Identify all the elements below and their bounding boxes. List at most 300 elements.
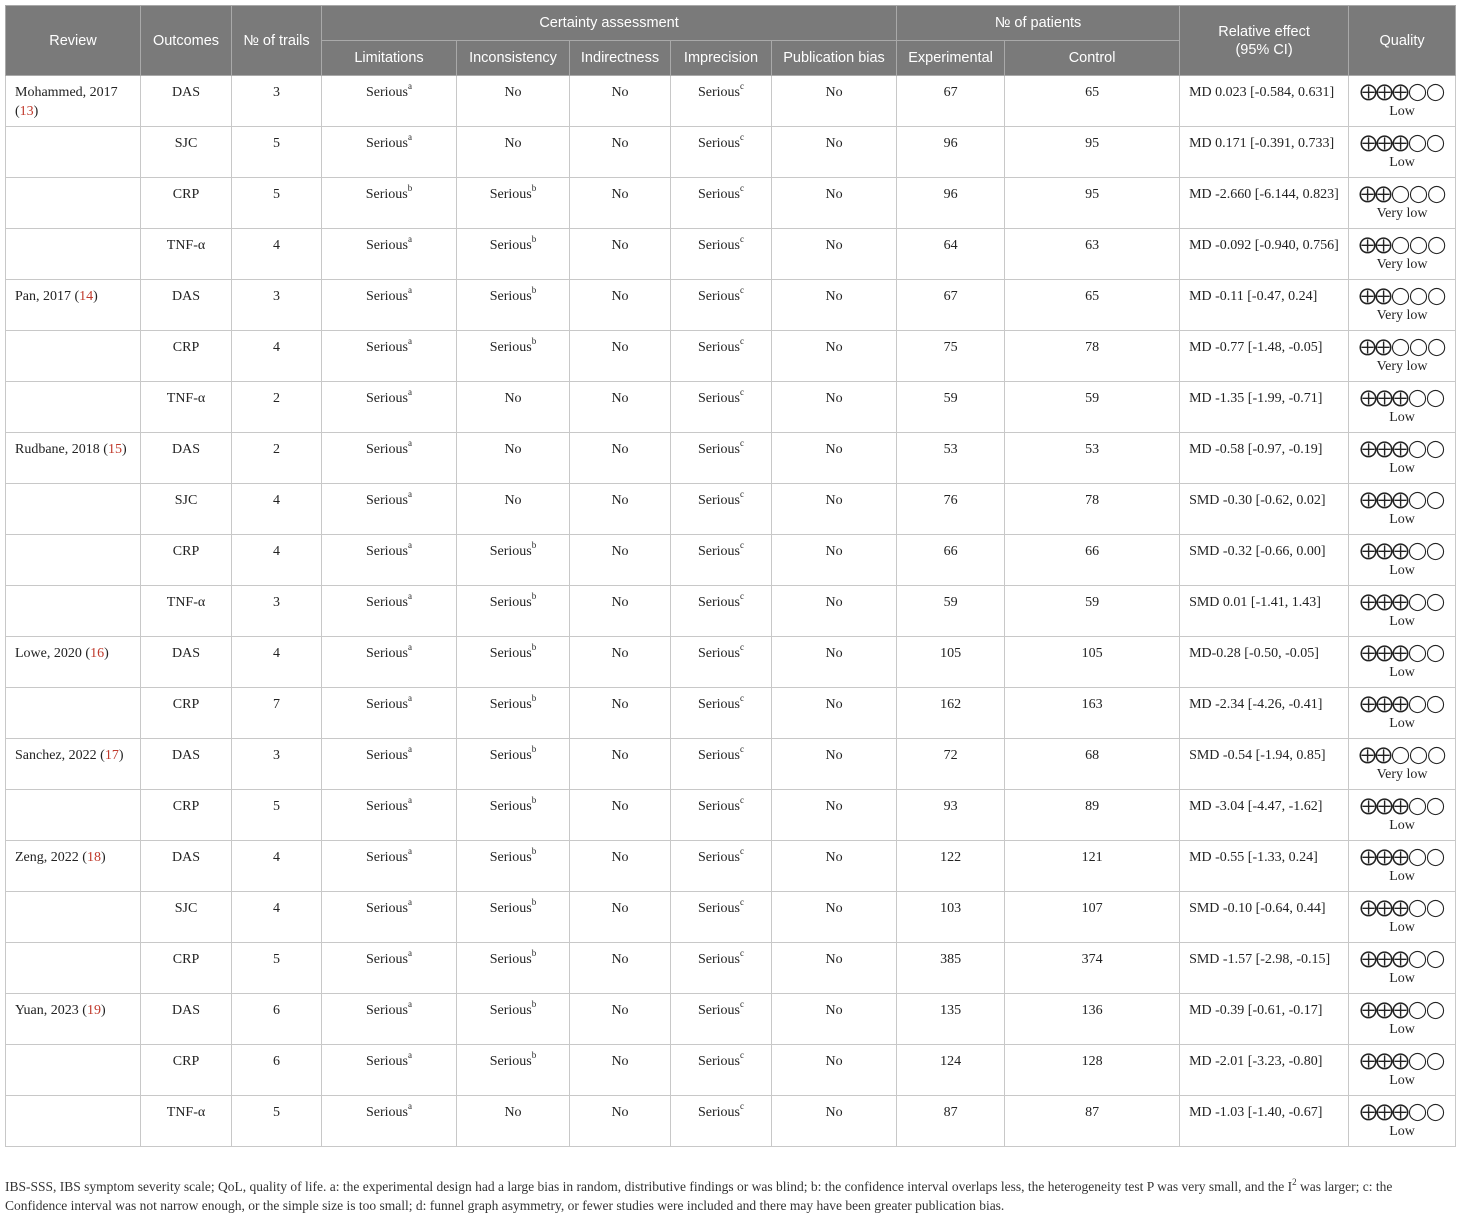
cell-control [1005, 790, 1180, 841]
cell-review [6, 943, 141, 994]
cell-review [6, 790, 141, 841]
control-count: 105 [1081, 646, 1103, 661]
cell-trials [232, 790, 322, 841]
quality-rating-icons: ⨁⨁⨁◯◯ [1360, 592, 1445, 612]
cell-inconsistency [457, 943, 570, 994]
cell-quality [1349, 790, 1456, 841]
cell-indirectness [570, 688, 671, 739]
cell-outcome [141, 739, 232, 790]
cell-trials [232, 994, 322, 1045]
cell-trials [232, 127, 322, 178]
cell-relative-effect [1180, 892, 1349, 943]
quality-rating-icons: ⨁⨁◯◯◯ [1359, 184, 1446, 204]
indirectness-value: No [611, 850, 629, 865]
cell-trials [232, 739, 322, 790]
quality-label: Low [1389, 155, 1415, 170]
header-inconsistency: Inconsistency [457, 41, 570, 76]
cell-publication-bias [772, 535, 897, 586]
cell-review [6, 586, 141, 637]
cell-imprecision [671, 229, 772, 280]
cell-indirectness [570, 178, 671, 229]
control-count: 59 [1085, 391, 1100, 406]
table-row [6, 1096, 1456, 1147]
cell-experimental [897, 994, 1005, 1045]
cell-imprecision [671, 994, 772, 1045]
review-reference-link[interactable]: 15 [107, 442, 122, 457]
control-count: 89 [1085, 799, 1100, 814]
experimental-count: 122 [940, 850, 962, 865]
publication-bias-value: No [825, 340, 843, 355]
limitations-value: Serious [366, 136, 408, 151]
outcome-value: DAS [171, 1003, 200, 1018]
cell-review [6, 76, 141, 127]
cell-trials [232, 586, 322, 637]
trials-value: 4 [273, 544, 280, 559]
cell-publication-bias [772, 841, 897, 892]
quality-rating-icons: ⨁⨁⨁◯◯ [1360, 388, 1445, 408]
cell-trials [232, 484, 322, 535]
cell-indirectness [570, 790, 671, 841]
quality-label: Low [1389, 665, 1415, 680]
grade-table-container [5, 5, 1455, 1147]
cell-experimental [897, 1096, 1005, 1147]
review-ref-open: ( [78, 1003, 87, 1018]
outcome-value: DAS [171, 289, 200, 304]
cell-publication-bias [772, 229, 897, 280]
control-count: 65 [1085, 85, 1100, 100]
cell-control [1005, 178, 1180, 229]
cell-indirectness [570, 841, 671, 892]
inconsistency-value: Serious [489, 595, 532, 610]
inconsistency-footnote-mark: b [531, 744, 537, 755]
trials-value: 5 [273, 799, 280, 814]
quality-rating-icons: ⨁⨁⨁◯◯ [1360, 1051, 1445, 1071]
review-reference-link[interactable]: 13 [19, 104, 34, 119]
experimental-count: 105 [940, 646, 962, 661]
cell-outcome [141, 280, 232, 331]
imprecision-footnote-mark: c [740, 438, 744, 449]
imprecision-value: Serious [698, 187, 740, 202]
cell-limitations [322, 382, 457, 433]
publication-bias-value: No [825, 1003, 843, 1018]
cell-limitations [322, 229, 457, 280]
cell-imprecision [671, 76, 772, 127]
relative-effect-value: MD -0.55 [-1.33, 0.24] [1189, 850, 1318, 865]
imprecision-footnote-mark: c [740, 591, 744, 602]
cell-review [6, 994, 141, 1045]
publication-bias-value: No [825, 136, 843, 151]
relative-effect-value: SMD -0.10 [-0.64, 0.44] [1189, 901, 1326, 916]
table-row [6, 484, 1456, 535]
cell-inconsistency [457, 688, 570, 739]
review-ref-open: ( [96, 748, 105, 763]
cell-relative-effect [1180, 841, 1349, 892]
cell-control [1005, 127, 1180, 178]
outcome-value: TNF-α [166, 1105, 206, 1120]
cell-control [1005, 688, 1180, 739]
limitations-footnote-mark: a [408, 387, 412, 398]
inconsistency-value: Serious [489, 238, 532, 253]
imprecision-footnote-mark: c [740, 693, 744, 704]
experimental-count: 66 [943, 544, 958, 559]
review-reference-link[interactable]: 18 [86, 850, 101, 865]
cell-review [6, 280, 141, 331]
quality-rating-icons: ⨁⨁◯◯◯ [1359, 337, 1446, 357]
table-row [6, 637, 1456, 688]
imprecision-footnote-mark: c [740, 897, 744, 908]
limitations-footnote-mark: a [408, 234, 412, 245]
cell-indirectness [570, 433, 671, 484]
header-trials: № of trails [232, 6, 322, 76]
experimental-count: 64 [943, 238, 958, 253]
table-row [6, 76, 1456, 127]
review-reference-link[interactable]: 14 [79, 289, 94, 304]
cell-review [6, 841, 141, 892]
quality-rating-icons: ⨁⨁⨁◯◯ [1360, 490, 1445, 510]
imprecision-value: Serious [698, 799, 740, 814]
quality-label: Low [1389, 1073, 1415, 1088]
imprecision-footnote-mark: c [740, 795, 744, 806]
cell-experimental [897, 382, 1005, 433]
cell-imprecision [671, 382, 772, 433]
cell-trials [232, 688, 322, 739]
quality-rating-icons: ⨁⨁⨁◯◯ [1360, 694, 1445, 714]
indirectness-value: No [611, 340, 629, 355]
indirectness-value: No [611, 1054, 629, 1069]
control-count: 95 [1085, 187, 1100, 202]
cell-outcome [141, 586, 232, 637]
control-count: 128 [1081, 1054, 1103, 1069]
limitations-footnote-mark: a [408, 591, 412, 602]
cell-limitations [322, 943, 457, 994]
limitations-value: Serious [366, 748, 408, 763]
experimental-count: 67 [943, 289, 958, 304]
cell-imprecision [671, 637, 772, 688]
trials-value: 5 [273, 136, 280, 151]
relative-effect-value: MD -2.660 [-6.144, 0.823] [1189, 187, 1339, 202]
inconsistency-value: No [504, 391, 522, 406]
table-row [6, 535, 1456, 586]
cell-publication-bias [772, 433, 897, 484]
cell-publication-bias [772, 1045, 897, 1096]
limitations-footnote-mark: a [408, 897, 412, 908]
cell-relative-effect [1180, 484, 1349, 535]
imprecision-footnote-mark: c [740, 999, 744, 1010]
control-count: 78 [1085, 493, 1100, 508]
limitations-footnote-mark: a [408, 81, 412, 92]
cell-outcome [141, 76, 232, 127]
quality-label: Low [1389, 920, 1415, 935]
publication-bias-value: No [825, 391, 843, 406]
cell-imprecision [671, 892, 772, 943]
cell-experimental [897, 637, 1005, 688]
publication-bias-value: No [825, 850, 843, 865]
imprecision-value: Serious [698, 901, 740, 916]
outcome-value: CRP [172, 799, 200, 814]
experimental-count: 162 [940, 697, 962, 712]
cell-publication-bias [772, 484, 897, 535]
cell-trials [232, 1096, 322, 1147]
cell-trials [232, 433, 322, 484]
imprecision-footnote-mark: c [740, 183, 744, 194]
experimental-count: 385 [940, 952, 962, 967]
cell-experimental [897, 688, 1005, 739]
cell-indirectness [570, 1096, 671, 1147]
limitations-value: Serious [366, 901, 408, 916]
cell-inconsistency [457, 127, 570, 178]
cell-experimental [897, 841, 1005, 892]
relative-effect-value: MD 0.023 [-0.584, 0.631] [1189, 85, 1335, 100]
quality-label: Low [1389, 1124, 1415, 1139]
cell-review [6, 484, 141, 535]
quality-rating-icons: ⨁⨁⨁◯◯ [1360, 643, 1445, 663]
review-ref-close: ) [100, 1003, 106, 1018]
imprecision-footnote-mark: c [740, 285, 744, 296]
cell-control [1005, 535, 1180, 586]
table-row [6, 892, 1456, 943]
experimental-count: 53 [943, 442, 958, 457]
imprecision-value: Serious [698, 442, 740, 457]
cell-trials [232, 535, 322, 586]
inconsistency-value: Serious [489, 850, 532, 865]
cell-experimental [897, 484, 1005, 535]
limitations-footnote-mark: a [408, 438, 412, 449]
cell-relative-effect [1180, 994, 1349, 1045]
publication-bias-value: No [825, 697, 843, 712]
cell-publication-bias [772, 994, 897, 1045]
limitations-footnote-mark: a [408, 642, 412, 653]
publication-bias-value: No [825, 85, 843, 100]
inconsistency-value: Serious [489, 952, 532, 967]
relative-effect-value: MD -0.11 [-0.47, 0.24] [1189, 289, 1318, 304]
table-header [6, 6, 1456, 76]
imprecision-footnote-mark: c [740, 1050, 744, 1061]
inconsistency-footnote-mark: b [531, 897, 537, 908]
quality-rating-icons: ⨁⨁◯◯◯ [1359, 745, 1446, 765]
limitations-footnote-mark: a [408, 846, 412, 857]
trials-value: 4 [273, 850, 280, 865]
imprecision-value: Serious [698, 544, 740, 559]
relative-effect-value: MD -1.03 [-1.40, -0.67] [1189, 1105, 1323, 1120]
outcome-value: CRP [172, 697, 200, 712]
review-ref-close: ) [121, 442, 127, 457]
indirectness-value: No [611, 901, 629, 916]
quality-label: Very low [1376, 359, 1428, 374]
cell-outcome [141, 943, 232, 994]
cell-indirectness [570, 892, 671, 943]
imprecision-footnote-mark: c [740, 1101, 744, 1112]
cell-quality [1349, 280, 1456, 331]
cell-indirectness [570, 943, 671, 994]
cell-quality [1349, 433, 1456, 484]
outcome-value: TNF-α [166, 391, 206, 406]
cell-experimental [897, 331, 1005, 382]
relative-effect-value: SMD -0.32 [-0.66, 0.00] [1189, 544, 1326, 559]
inconsistency-footnote-mark: b [531, 285, 537, 296]
indirectness-value: No [611, 748, 629, 763]
quality-label: Low [1389, 818, 1415, 833]
indirectness-value: No [611, 493, 629, 508]
limitations-footnote-mark: a [408, 948, 412, 959]
cell-outcome [141, 178, 232, 229]
trials-value: 4 [273, 340, 280, 355]
cell-outcome [141, 127, 232, 178]
cell-inconsistency [457, 535, 570, 586]
table-row [6, 433, 1456, 484]
table-footnote [5, 1177, 1455, 1215]
relative-effect-value: MD -2.34 [-4.26, -0.41] [1189, 697, 1323, 712]
control-count: 66 [1085, 544, 1100, 559]
cell-limitations [322, 535, 457, 586]
relative-effect-value: MD -0.092 [-0.940, 0.756] [1189, 238, 1339, 253]
cell-outcome [141, 331, 232, 382]
review-reference-link[interactable]: 16 [90, 646, 105, 661]
cell-outcome [141, 484, 232, 535]
imprecision-footnote-mark: c [740, 81, 744, 92]
table-row [6, 688, 1456, 739]
imprecision-footnote-mark: c [740, 234, 744, 245]
cell-indirectness [570, 127, 671, 178]
relative-effect-value: MD -1.35 [-1.99, -0.71] [1189, 391, 1323, 406]
cell-quality [1349, 739, 1456, 790]
publication-bias-value: No [825, 1054, 843, 1069]
cell-quality [1349, 586, 1456, 637]
relative-effect-value: MD -0.58 [-0.97, -0.19] [1189, 442, 1323, 457]
cell-relative-effect [1180, 178, 1349, 229]
cell-limitations [322, 994, 457, 1045]
header-control: Control [1005, 41, 1180, 76]
cell-outcome [141, 688, 232, 739]
limitations-value: Serious [366, 952, 408, 967]
cell-inconsistency [457, 892, 570, 943]
cell-indirectness [570, 484, 671, 535]
cell-outcome [141, 433, 232, 484]
cell-quality [1349, 76, 1456, 127]
publication-bias-value: No [825, 646, 843, 661]
quality-label: Low [1389, 512, 1415, 527]
cell-outcome [141, 841, 232, 892]
table-row [6, 841, 1456, 892]
limitations-value: Serious [366, 1105, 408, 1120]
experimental-count: 96 [943, 187, 958, 202]
imprecision-value: Serious [698, 1054, 740, 1069]
limitations-value: Serious [366, 340, 408, 355]
cell-control [1005, 943, 1180, 994]
indirectness-value: No [611, 442, 629, 457]
cell-relative-effect [1180, 943, 1349, 994]
outcome-value: DAS [171, 646, 200, 661]
imprecision-value: Serious [698, 136, 740, 151]
limitations-footnote-mark: a [408, 285, 412, 296]
inconsistency-footnote-mark: b [531, 183, 537, 194]
cell-review [6, 331, 141, 382]
cell-review [6, 688, 141, 739]
cell-control [1005, 484, 1180, 535]
control-count: 95 [1085, 136, 1100, 151]
cell-publication-bias [772, 688, 897, 739]
cell-trials [232, 1045, 322, 1096]
inconsistency-value: No [504, 85, 522, 100]
cell-publication-bias [772, 127, 897, 178]
cell-review [6, 637, 141, 688]
cell-outcome [141, 637, 232, 688]
outcome-value: TNF-α [166, 595, 206, 610]
cell-imprecision [671, 178, 772, 229]
cell-limitations [322, 586, 457, 637]
trials-value: 6 [273, 1054, 280, 1069]
review-reference-link[interactable]: 17 [104, 748, 119, 763]
cell-experimental [897, 586, 1005, 637]
quality-label: Low [1389, 563, 1415, 578]
indirectness-value: No [611, 952, 629, 967]
trials-value: 3 [273, 595, 280, 610]
table-row [6, 943, 1456, 994]
experimental-count: 76 [943, 493, 958, 508]
publication-bias-value: No [825, 595, 843, 610]
quality-rating-icons: ⨁⨁⨁◯◯ [1360, 847, 1445, 867]
experimental-count: 96 [943, 136, 958, 151]
cell-imprecision [671, 943, 772, 994]
cell-inconsistency [457, 382, 570, 433]
cell-limitations [322, 127, 457, 178]
quality-rating-icons: ⨁⨁◯◯◯ [1359, 286, 1446, 306]
cell-limitations [322, 739, 457, 790]
limitations-footnote-mark: a [408, 693, 412, 704]
trials-value: 7 [273, 697, 280, 712]
control-count: 63 [1085, 238, 1100, 253]
limitations-footnote-mark: a [408, 1101, 412, 1112]
experimental-count: 87 [943, 1105, 958, 1120]
cell-trials [232, 892, 322, 943]
cell-indirectness [570, 586, 671, 637]
review-reference-link[interactable]: 19 [86, 1003, 101, 1018]
cell-quality [1349, 178, 1456, 229]
review-ref-open: ( [78, 850, 87, 865]
imprecision-value: Serious [698, 952, 740, 967]
cell-control [1005, 229, 1180, 280]
cell-publication-bias [772, 892, 897, 943]
indirectness-value: No [611, 799, 629, 814]
inconsistency-footnote-mark: b [531, 1050, 537, 1061]
cell-indirectness [570, 331, 671, 382]
control-count: 65 [1085, 289, 1100, 304]
limitations-value: Serious [366, 544, 408, 559]
cell-control [1005, 739, 1180, 790]
imprecision-footnote-mark: c [740, 540, 744, 551]
inconsistency-value: Serious [489, 1003, 532, 1018]
inconsistency-footnote-mark: b [531, 948, 537, 959]
cell-relative-effect [1180, 790, 1349, 841]
indirectness-value: No [611, 1105, 629, 1120]
cell-outcome [141, 790, 232, 841]
control-count: 78 [1085, 340, 1100, 355]
cell-outcome [141, 1096, 232, 1147]
cell-outcome [141, 229, 232, 280]
cell-imprecision [671, 688, 772, 739]
cell-publication-bias [772, 331, 897, 382]
limitations-value: Serious [366, 646, 408, 661]
trials-value: 3 [273, 289, 280, 304]
limitations-value: Serious [366, 1003, 408, 1018]
cell-review [6, 127, 141, 178]
cell-relative-effect [1180, 739, 1349, 790]
outcome-value: CRP [172, 187, 200, 202]
inconsistency-value: Serious [489, 289, 532, 304]
cell-imprecision [671, 127, 772, 178]
trials-value: 5 [273, 952, 280, 967]
limitations-footnote-mark: a [408, 489, 412, 500]
review-name: Pan, 2017 [15, 289, 71, 304]
